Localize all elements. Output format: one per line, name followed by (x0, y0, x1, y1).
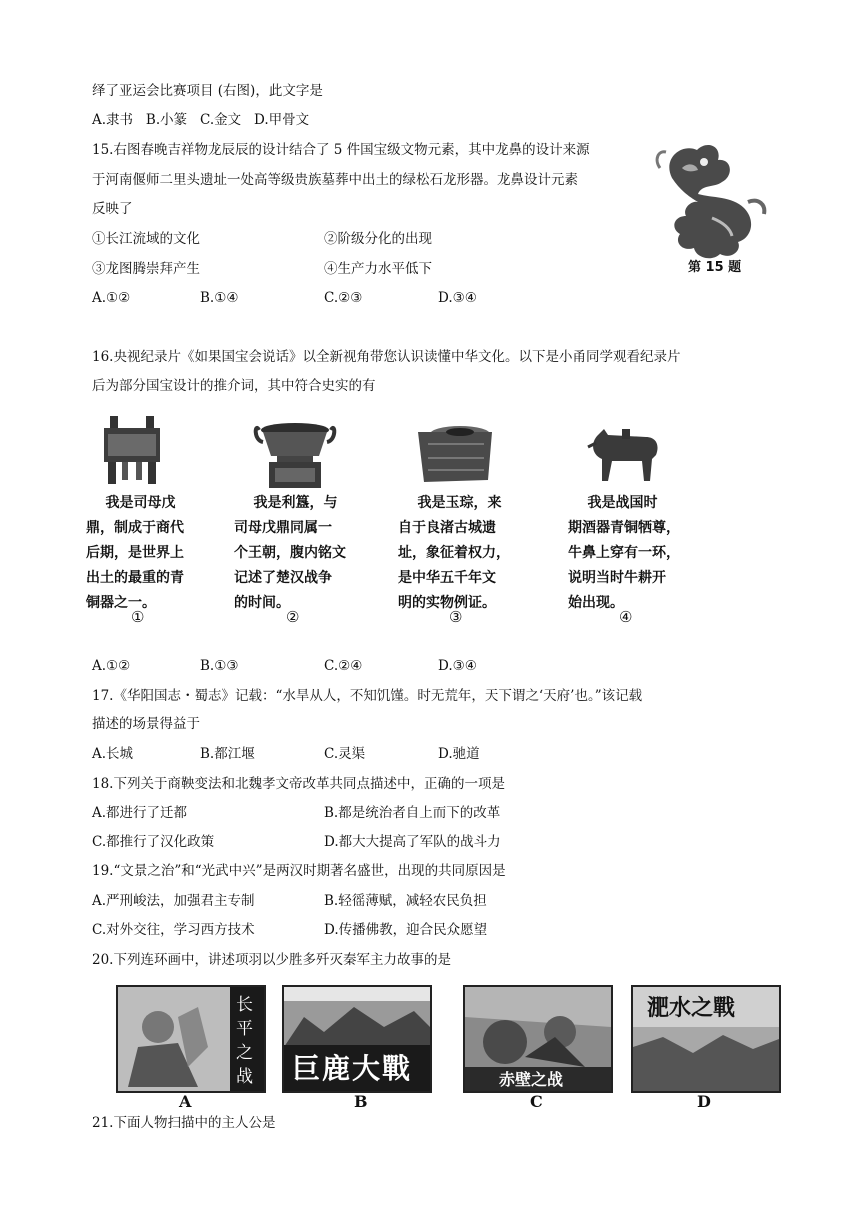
q19-option-a: A.严刑峻法，加强君主专制 (92, 893, 255, 909)
q16-line-1: 16.央视纪录片《如果国宝会说话》以全新视角带您认识读懂中华文化。以下是小甬同学观看纪录片 (92, 349, 681, 365)
dragon-mascot-image (652, 138, 774, 266)
q16-option-d: D.③④ (438, 658, 477, 674)
q19-option-d: D.传播佛教，迎合民众愿望 (324, 922, 488, 938)
card-3-number: ③ (449, 608, 463, 626)
q16-option-b: B.①③ (200, 658, 239, 674)
card-3-text: 我是玉琮，来 自于良渚古城遗 址，象征着权力， 是中华五千年文 明的实物例证。 (398, 495, 510, 611)
artifact-gui-image (253, 420, 337, 494)
q19-line: 19.“文景之治”和“光武中兴”是两汉时期著名盛世，出现的共同原因是 (92, 863, 506, 879)
artifact-cong-image (414, 424, 496, 488)
q14-text: 绎了亚运会比赛项目 (右图)，此文字是 (92, 83, 323, 99)
q14-option-b: B.小篆 (145, 112, 188, 128)
q14-option-c: C.金文 (200, 112, 242, 128)
q17-option-b: B.都江堰 (200, 746, 255, 762)
card-2-text: 我是利簋，与 司母戊鼎同属一 个王朝，腹内铭文 记述了楚汉战争 的时间。 (234, 495, 346, 611)
q14-option-d: D.甲骨文 (254, 112, 310, 128)
q15-line-1: 15.右图春晚吉祥物龙辰辰的设计结合了 5 件国宝级文物元素，其中龙鼻的设计来源 (92, 142, 590, 158)
q15-option-c: C.②③ (324, 290, 363, 306)
comic-a (116, 985, 266, 1093)
q18-line: 18.下列关于商鞅变法和北魏孝文帝改革共同点描述中，正确的一项是 (92, 776, 505, 792)
artifact-xizun-image (586, 425, 662, 487)
comic-d (631, 985, 781, 1093)
q17-line-1: 17.《华阳国志・蜀志》记载：“水旱从人，不知饥馑。时无荒年，天下谓之‘天府’也。”该记载 (92, 688, 643, 704)
q18-option-d: D.都大大提高了军队的战斗力 (324, 834, 501, 850)
q14-options (92, 110, 309, 130)
q15-option-b: B.①④ (200, 290, 239, 306)
comic-c-letter: C (530, 1092, 543, 1111)
q15-item-2: ②阶级分化的出现 (324, 231, 432, 247)
q16-option-c: C.②④ (324, 658, 363, 674)
dragon-mascot-figure (652, 138, 774, 280)
q16-option-a: A.①② (92, 658, 131, 674)
q17-option-a: A.长城 (92, 746, 134, 762)
q15-line-2: 于河南偃师二里头遗址一处高等级贵族墓葬中出土的绿松石龙形器。龙鼻设计元素 (92, 172, 578, 188)
comic-c-title: 赤壁之战 (499, 1070, 564, 1089)
card-4-text: 我是战国时 期酒器青铜牺尊， 牛鼻上穿有一环， 说明当时牛耕开 始出现。 (568, 495, 680, 611)
comic-c (463, 985, 613, 1093)
comic-b-letter: B (354, 1092, 368, 1111)
card-1-number: ① (131, 608, 145, 626)
q15-item-1: ①长江流域的文化 (92, 231, 200, 247)
q18-option-c: C.都推行了汉化政策 (92, 834, 215, 850)
comic-d-title: 淝水之戰 (647, 995, 736, 1021)
q14-option-a: A.隶书 (92, 112, 134, 128)
figure-caption: 第 15 题 (688, 260, 742, 275)
q15-option-d: D.③④ (438, 290, 477, 306)
q15-line-3: 反映了 (92, 201, 133, 217)
q18-option-b: B.都是统治者自上而下的改革 (324, 805, 501, 821)
q16-line-2: 后为部分国宝设计的推介词，其中符合史实的有 (92, 378, 376, 394)
q20-line: 20.下列连环画中，讲述项羽以少胜多歼灭秦军主力故事的是 (92, 952, 451, 968)
q15-option-a: A.①② (92, 290, 131, 306)
comic-b (282, 985, 432, 1093)
q18-option-a: A.都进行了迁都 (92, 805, 188, 821)
q17-option-d: D.驰道 (438, 746, 480, 762)
comic-a-title: 长平之战 (236, 995, 253, 1087)
comic-b-title: 巨鹿大戰 (292, 1052, 413, 1085)
q15-item-3: ③龙图腾崇拜产生 (92, 261, 200, 277)
comic-d-letter: D (697, 1092, 711, 1111)
card-1-text: 我是司母戊 鼎，制成于商代 后期，是世界上 出土的最重的青 铜器之一。 (86, 495, 184, 611)
q15-item-4: ④生产力水平低下 (324, 261, 432, 277)
card-2-number: ② (286, 608, 300, 626)
q17-line-2: 描述的场景得益于 (92, 716, 200, 732)
q19-option-c: C.对外交往，学习西方技术 (92, 922, 255, 938)
card-4-number: ④ (619, 608, 633, 626)
q21-line: 21.下面人物扫描中的主人公是 (92, 1115, 276, 1131)
q19-option-b: B.轻徭薄赋，减轻农民负担 (324, 893, 487, 909)
artifact-ding-image (100, 416, 164, 490)
q17-option-c: C.灵渠 (324, 746, 366, 762)
comic-a-letter: A (179, 1092, 192, 1111)
